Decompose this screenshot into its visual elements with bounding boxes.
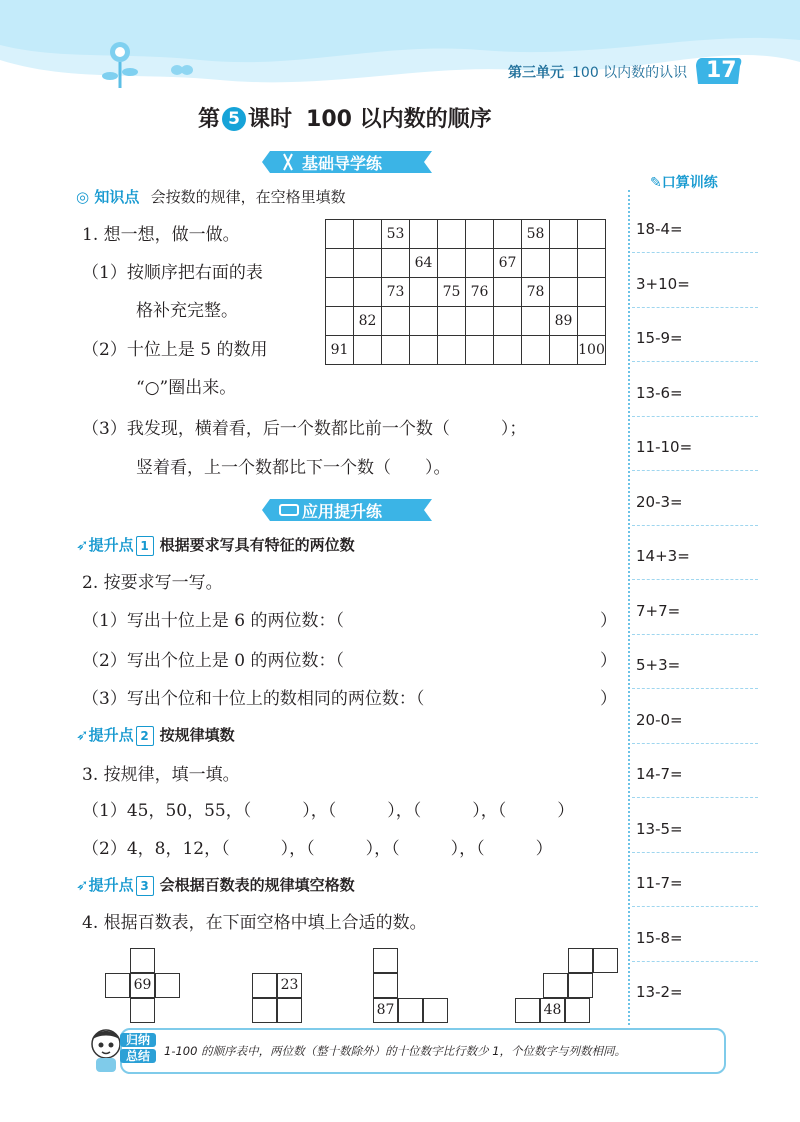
- q3-1: （1）45，50，55，（ ），（ ），（ ），（ ）: [82, 801, 575, 821]
- puzzle-cell: 87: [373, 998, 398, 1023]
- sidebar-divider: [628, 190, 630, 1025]
- q2-title: 2. 按要求写一写。: [82, 573, 223, 593]
- table-cell[interactable]: [550, 220, 578, 249]
- q1-1-line2: 格补充完整。: [136, 301, 238, 321]
- table-cell[interactable]: [494, 220, 522, 249]
- rocket-icon: ➶: [76, 726, 89, 744]
- drill-item: 15-8=: [636, 929, 683, 947]
- table-cell: 53: [382, 220, 410, 249]
- table-cell[interactable]: [522, 249, 550, 278]
- table-cell[interactable]: [354, 220, 382, 249]
- drill-item: 5+3=: [636, 656, 681, 674]
- table-row: [326, 278, 606, 307]
- table-cell: 64: [410, 249, 438, 278]
- table-cell: 91: [326, 336, 354, 365]
- table-cell[interactable]: [438, 307, 466, 336]
- puzzle-cell: 23: [277, 973, 302, 998]
- puzzle-cell[interactable]: [105, 973, 130, 998]
- rocket-icon: ➶: [76, 536, 89, 554]
- drill-item: 14+3=: [636, 547, 690, 565]
- sunflower-icon: [98, 38, 148, 90]
- table-cell[interactable]: [578, 220, 606, 249]
- table-cell: 75: [438, 278, 466, 307]
- lesson-number: 5: [222, 107, 246, 131]
- drill-item: 11-10=: [636, 438, 693, 456]
- drill-item: 18-4=: [636, 220, 683, 238]
- drill-item: 7+7=: [636, 602, 681, 620]
- table-cell: 73: [382, 278, 410, 307]
- drill-item: 13-2=: [636, 983, 683, 1001]
- table-cell[interactable]: [382, 249, 410, 278]
- section-banner-basic: [262, 148, 438, 176]
- drill-item: 20-0=: [636, 711, 683, 729]
- table-cell[interactable]: [382, 307, 410, 336]
- q1-2-line1: （2）十位上是 5 的数用: [82, 340, 268, 360]
- puzzle-cell[interactable]: [568, 948, 593, 973]
- puzzle-cell[interactable]: [593, 948, 618, 973]
- puzzle-cell[interactable]: [252, 973, 277, 998]
- q1-1-line1: （1）按顺序把右面的表: [82, 263, 263, 283]
- table-cell: 82: [354, 307, 382, 336]
- table-row: [326, 249, 606, 278]
- puzzle-cell[interactable]: [277, 998, 302, 1023]
- table-cell[interactable]: [578, 278, 606, 307]
- butterfly-icon: [170, 62, 194, 80]
- table-cell[interactable]: [438, 336, 466, 365]
- table-cell: 100: [578, 336, 606, 365]
- lesson-topic: 100 以内数的顺序: [306, 107, 492, 132]
- table-row: [326, 336, 606, 365]
- puzzle-cell[interactable]: [565, 998, 590, 1023]
- banner-label: 基础导学练: [302, 154, 383, 173]
- table-cell: 76: [466, 278, 494, 307]
- table-cell[interactable]: [326, 220, 354, 249]
- knowledge-point: ◎ 知识点 会按数的规律，在空格里填数: [76, 188, 346, 206]
- hundred-chart-table: [325, 219, 606, 365]
- puzzle-cell: 48: [540, 998, 565, 1023]
- table-cell[interactable]: [522, 307, 550, 336]
- section-banner-applied: [262, 496, 438, 524]
- puzzle-cell[interactable]: [398, 998, 423, 1023]
- sidebar-title: ✎口算训练: [650, 175, 718, 191]
- summary-label: 归纳 总结: [120, 1033, 156, 1065]
- table-cell[interactable]: [382, 336, 410, 365]
- puzzle-cell[interactable]: [130, 998, 155, 1023]
- table-cell[interactable]: [550, 278, 578, 307]
- table-cell[interactable]: [354, 278, 382, 307]
- q2-2-close: ）: [600, 651, 617, 671]
- lesson-title: 第 5 课时 100 以内数的顺序: [198, 107, 492, 132]
- table-cell[interactable]: [466, 220, 494, 249]
- q2-2: （2）写出个位上是 0 的两位数：（: [82, 651, 344, 671]
- pencil-icon: ✎: [650, 175, 662, 191]
- improve-point-2: ➶提升点 2 按规律填数: [76, 726, 235, 744]
- table-cell[interactable]: [438, 249, 466, 278]
- table-cell: 58: [522, 220, 550, 249]
- table-row: [326, 307, 606, 336]
- table-cell[interactable]: [466, 336, 494, 365]
- q3-title: 3. 按规律，填一填。: [82, 765, 240, 785]
- q4-title: 4. 根据百数表，在下面空格中填上合适的数。: [82, 913, 427, 933]
- table-cell[interactable]: [466, 249, 494, 278]
- table-cell: 67: [494, 249, 522, 278]
- table-cell[interactable]: [326, 307, 354, 336]
- table-cell[interactable]: [354, 336, 382, 365]
- drill-item: 13-5=: [636, 820, 683, 838]
- q1-title: 1. 想一想，做一做。: [82, 225, 240, 245]
- table-cell[interactable]: [494, 278, 522, 307]
- table-cell[interactable]: [410, 220, 438, 249]
- table-cell[interactable]: [466, 307, 494, 336]
- puzzle-cell[interactable]: [515, 998, 540, 1023]
- banner-label: 应用提升练: [302, 502, 383, 521]
- unit-topic: 100 以内数的认识: [572, 65, 688, 81]
- puzzle-cell[interactable]: [373, 948, 398, 973]
- puzzle-cell[interactable]: [155, 973, 180, 998]
- table-cell[interactable]: [410, 336, 438, 365]
- q2-1-close: ）: [600, 611, 617, 631]
- table-cell[interactable]: [494, 336, 522, 365]
- table-cell: 78: [522, 278, 550, 307]
- puzzle-cell[interactable]: [568, 973, 593, 998]
- puzzle-cell[interactable]: [423, 998, 448, 1023]
- q3-2: （2）4，8，12，（ ），（ ），（ ），（ ）: [82, 839, 553, 859]
- page-number: 17: [706, 58, 737, 83]
- q2-3-close: ）: [600, 689, 617, 709]
- drill-item: 3+10=: [636, 275, 690, 293]
- table-cell[interactable]: [550, 336, 578, 365]
- table-cell[interactable]: [410, 278, 438, 307]
- improve-point-3: ➶提升点 3 会根据百数表的规律填空格数: [76, 876, 355, 894]
- drill-item: 13-6=: [636, 384, 683, 402]
- puzzle-cell: 69: [130, 973, 155, 998]
- table-cell[interactable]: [522, 336, 550, 365]
- drill-item: 20-3=: [636, 493, 683, 511]
- table-cell[interactable]: [438, 220, 466, 249]
- table-cell[interactable]: [578, 249, 606, 278]
- q2-3: （3）写出个位和十位上的数相同的两位数：（: [82, 689, 425, 709]
- drill-item: 15-9=: [636, 329, 683, 347]
- target-icon: ◎: [76, 188, 90, 206]
- table-cell[interactable]: [326, 249, 354, 278]
- table-cell[interactable]: [494, 307, 522, 336]
- table-row: [326, 220, 606, 249]
- q2-1: （1）写出十位上是 6 的两位数：（: [82, 611, 344, 631]
- header-title: [508, 62, 687, 82]
- puzzle-cell[interactable]: [130, 948, 155, 973]
- rocket-icon: ➶: [76, 876, 89, 894]
- page-header: [0, 0, 800, 95]
- table-cell[interactable]: [550, 249, 578, 278]
- q1-3-line2: 竖着看，上一个数都比下一个数（ ）。: [136, 458, 451, 478]
- table-cell[interactable]: [578, 307, 606, 336]
- puzzle-cell[interactable]: [252, 998, 277, 1023]
- q1-3-line1: （3）我发现，横着看，后一个数都比前一个数（ ）；: [82, 419, 527, 439]
- unit-label: 第三单元: [508, 65, 564, 81]
- drill-item: 14-7=: [636, 765, 683, 783]
- table-cell[interactable]: [354, 249, 382, 278]
- puzzle-cell[interactable]: [543, 973, 568, 998]
- table-cell: 89: [550, 307, 578, 336]
- table-cell[interactable]: [326, 278, 354, 307]
- q1-2-line2: “○”圈出来。: [136, 378, 237, 398]
- table-cell[interactable]: [410, 307, 438, 336]
- improve-point-1: ➶提升点 1 根据要求写具有特征的两位数: [76, 536, 355, 554]
- drill-item: 11-7=: [636, 874, 683, 892]
- puzzle-cell[interactable]: [373, 973, 398, 998]
- summary-text: 1-100 的顺序表中，两位数（整十数除外）的十位数字比行数少 1，个位数字与列数相同。: [164, 1044, 627, 1058]
